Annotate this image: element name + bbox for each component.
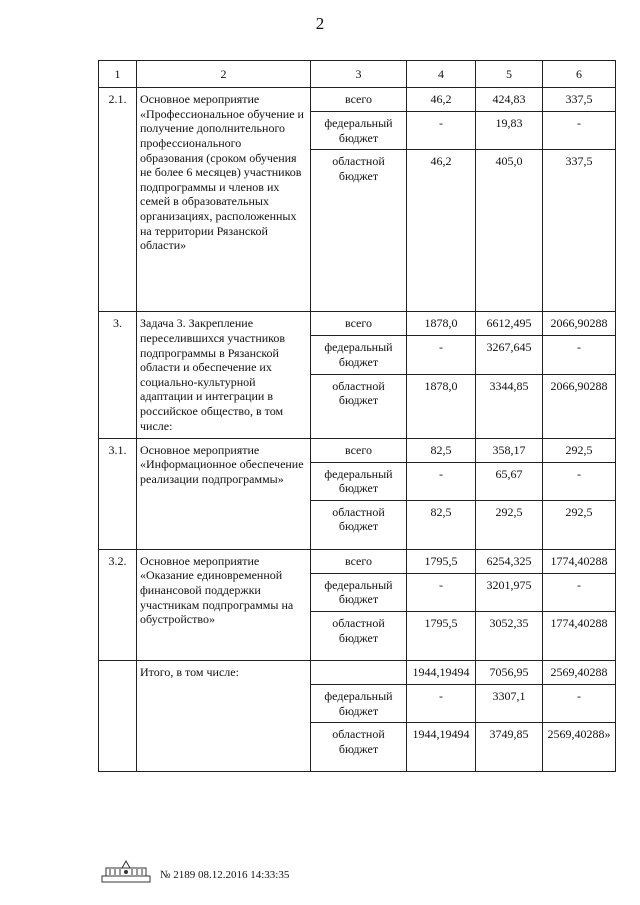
activity-description: Основное мероприятие «Оказание единовременной финансовой поддержки участникам подпрограммы на обустройство» (137, 549, 311, 660)
amount-c5: 292,5 (476, 500, 543, 549)
amount-c4: 82,5 (407, 438, 476, 462)
funding-source: федеральный бюджет (311, 112, 407, 150)
amount-c4: 46,2 (407, 150, 476, 312)
footer (100, 858, 289, 884)
doc-number: № 2189 (160, 869, 196, 881)
funding-source (311, 661, 407, 685)
amount-c6: 1774,40288 (543, 612, 616, 661)
amount-c6: 2066,90288 (543, 374, 616, 438)
amount-c5: 65,67 (476, 462, 543, 500)
table-row (99, 661, 616, 685)
amount-c4: - (407, 462, 476, 500)
amount-c4: 82,5 (407, 500, 476, 549)
row-number: 2.1. (99, 88, 137, 312)
header-cell: 2 (137, 61, 311, 88)
funding-source: областной бюджет (311, 150, 407, 312)
funding-source: всего (311, 88, 407, 112)
header-cell: 5 (476, 61, 543, 88)
amount-c5: 3749,85 (476, 723, 543, 772)
amount-c6: 292,5 (543, 438, 616, 462)
funding-source: федеральный бюджет (311, 685, 407, 723)
amount-c6: 1774,40288 (543, 549, 616, 573)
amount-c4: 1944,19494 (407, 723, 476, 772)
funding-source: федеральный бюджет (311, 573, 407, 611)
amount-c4: 1795,5 (407, 612, 476, 661)
amount-c4: 1878,0 (407, 374, 476, 438)
header-cell: 3 (311, 61, 407, 88)
amount-c4: - (407, 573, 476, 611)
activity-description: Задача 3. Закрепление переселившихся участников подпрограммы в Рязанской области и обеспечение их социально-культурной адаптации и интеграции в российское общество, в том числе: (137, 312, 311, 438)
table-row (99, 312, 616, 336)
funding-source: областной бюджет (311, 723, 407, 772)
funding-source: всего (311, 312, 407, 336)
amount-c5: 3344,85 (476, 374, 543, 438)
amount-c6: 337,5 (543, 88, 616, 112)
amount-c6: - (543, 336, 616, 374)
activity-description: Основное мероприятие «Информационное обеспечение реализации подпрограммы» (137, 438, 311, 549)
funding-source: областной бюджет (311, 374, 407, 438)
amount-c5: 405,0 (476, 150, 543, 312)
amount-c4: - (407, 685, 476, 723)
footer-stamp (160, 869, 289, 884)
page-number: 2 (315, 14, 325, 33)
amount-c6: - (543, 112, 616, 150)
amount-c4: 1878,0 (407, 312, 476, 336)
table-row (99, 438, 616, 462)
amount-c6: 337,5 (543, 150, 616, 312)
doc-datetime: 08.12.2016 14:33:35 (198, 869, 290, 881)
building-seal-icon (100, 858, 152, 884)
funding-source: областной бюджет (311, 500, 407, 549)
amount-c5: 3201,975 (476, 573, 543, 611)
amount-c5: 6612,495 (476, 312, 543, 336)
amount-c6: - (543, 685, 616, 723)
table-row (99, 549, 616, 573)
row-number (99, 661, 137, 772)
row-number: 3.2. (99, 549, 137, 660)
funding-source: областной бюджет (311, 612, 407, 661)
funding-source: федеральный бюджет (311, 462, 407, 500)
amount-c6: 2569,40288 (543, 661, 616, 685)
amount-c5: 6254,325 (476, 549, 543, 573)
amount-c4: - (407, 336, 476, 374)
amount-c5: 7056,95 (476, 661, 543, 685)
amount-c4: - (407, 112, 476, 150)
amount-c5: 358,17 (476, 438, 543, 462)
amount-c5: 3307,1 (476, 685, 543, 723)
amount-c6: 2569,40288» (543, 723, 616, 772)
row-number: 3.1. (99, 438, 137, 549)
activity-description: Основное мероприятие «Профессиональное обучение и получение дополнительного профессионального образования (сроком обучения не более 6 месяцев) участников подпрограммы и членов их семей в образовательных организациях, расположенных на территории Рязанской области» (137, 88, 311, 312)
funding-source: всего (311, 438, 407, 462)
amount-c5: 3267,645 (476, 336, 543, 374)
amount-c4: 1944,19494 (407, 661, 476, 685)
table-row (99, 88, 616, 112)
amount-c6: 2066,90288 (543, 312, 616, 336)
activity-description: Итого, в том числе: (137, 661, 311, 772)
funding-source: федеральный бюджет (311, 336, 407, 374)
amount-c5: 19,83 (476, 112, 543, 150)
amount-c4: 46,2 (407, 88, 476, 112)
amount-c5: 3052,35 (476, 612, 543, 661)
table-header-row (99, 61, 616, 88)
amount-c6: - (543, 573, 616, 611)
amount-c5: 424,83 (476, 88, 543, 112)
budget-table (98, 60, 616, 772)
amount-c6: - (543, 462, 616, 500)
amount-c4: 1795,5 (407, 549, 476, 573)
amount-c6: 292,5 (543, 500, 616, 549)
header-cell: 1 (99, 61, 137, 88)
header-cell: 6 (543, 61, 616, 88)
row-number: 3. (99, 312, 137, 438)
header-cell: 4 (407, 61, 476, 88)
funding-source: всего (311, 549, 407, 573)
